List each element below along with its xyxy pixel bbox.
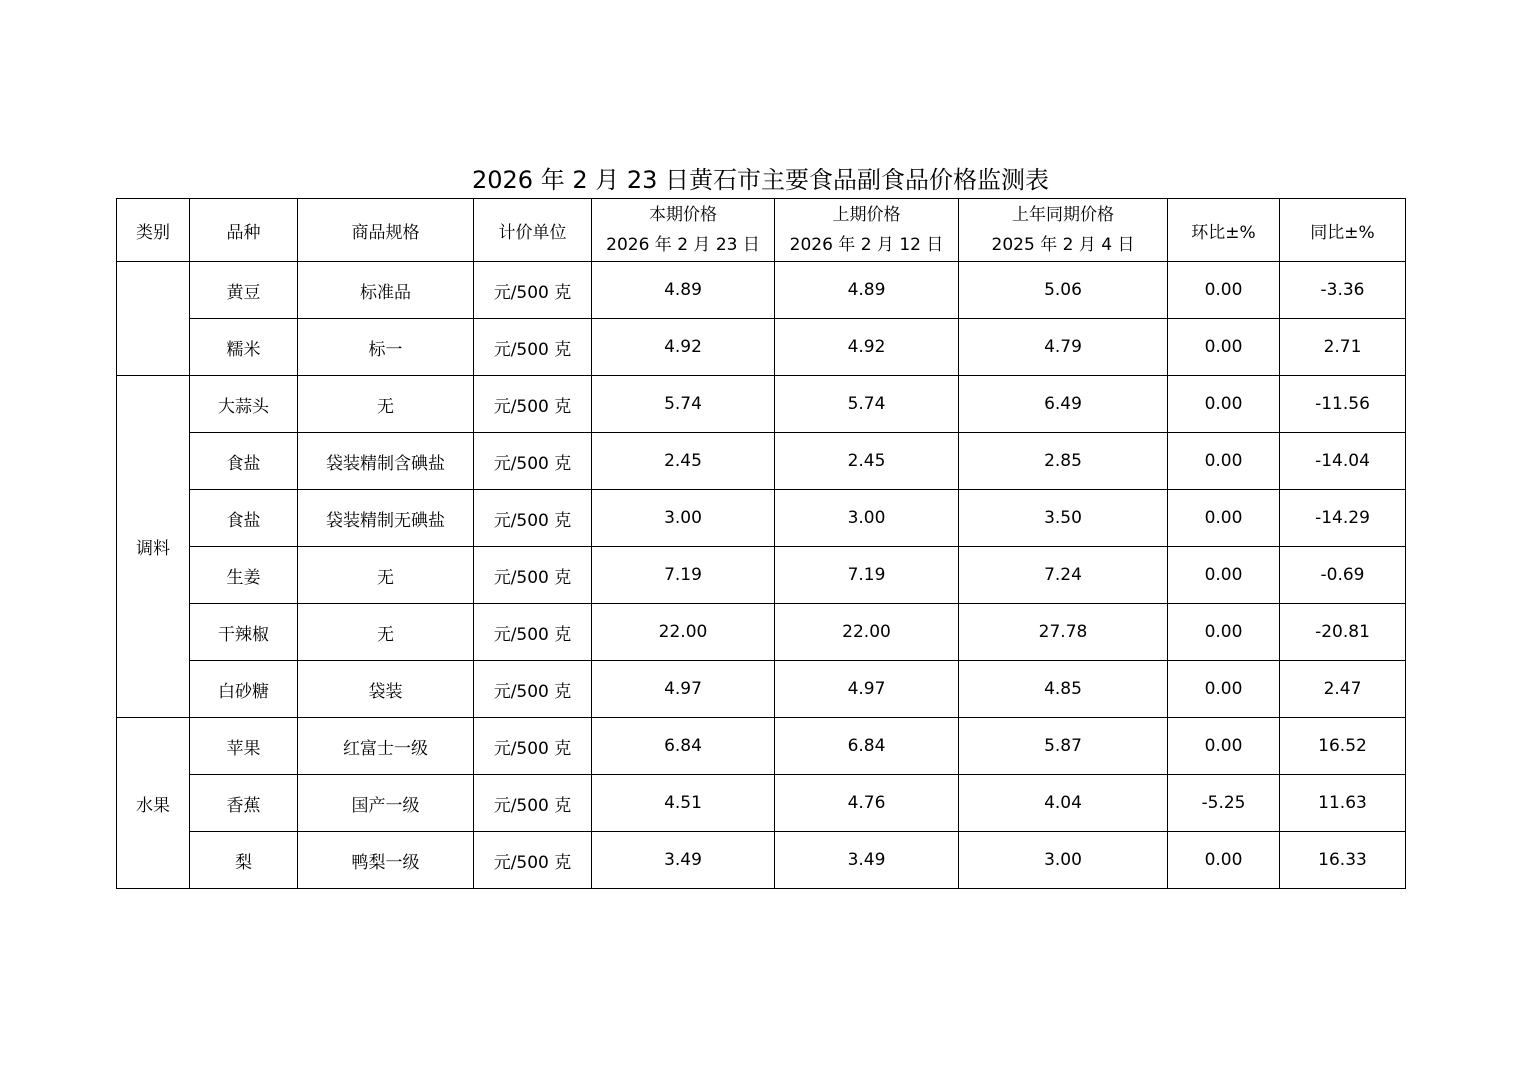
spec-cell: 袋装精制无碘盐 [298, 490, 474, 547]
table-row [117, 319, 1406, 376]
mom-cell: -5.25 [1168, 775, 1280, 832]
header-mom: 环比±% [1168, 199, 1280, 262]
yoy-cell: -20.81 [1280, 604, 1406, 661]
current-price-cell: 3.00 [592, 490, 775, 547]
previous-price-cell: 4.76 [775, 775, 959, 832]
last-year-price-cell: 3.50 [959, 490, 1168, 547]
yoy-cell: 16.52 [1280, 718, 1406, 775]
table-row [117, 262, 1406, 319]
spec-cell: 标一 [298, 319, 474, 376]
unit-cell: 元/500 克 [474, 661, 592, 718]
last-year-price-cell: 27.78 [959, 604, 1168, 661]
mom-cell: 0.00 [1168, 832, 1280, 889]
header-last-year-price-date: 2025 年 2 月 4 日 [991, 235, 1135, 255]
table-row [117, 604, 1406, 661]
previous-price-cell: 7.19 [775, 547, 959, 604]
previous-price-cell: 22.00 [775, 604, 959, 661]
variety-cell: 大蒜头 [190, 376, 298, 433]
spec-cell: 红富士一级 [298, 718, 474, 775]
header-spec: 商品规格 [298, 199, 474, 262]
table-row [117, 718, 1406, 775]
unit-cell: 元/500 克 [474, 376, 592, 433]
variety-cell: 糯米 [190, 319, 298, 376]
current-price-cell: 4.92 [592, 319, 775, 376]
unit-cell: 元/500 克 [474, 775, 592, 832]
header-category: 类别 [117, 199, 190, 262]
previous-price-cell: 3.00 [775, 490, 959, 547]
spec-cell: 无 [298, 604, 474, 661]
previous-price-cell: 3.49 [775, 832, 959, 889]
table-row [117, 661, 1406, 718]
current-price-cell: 7.19 [592, 547, 775, 604]
previous-price-cell: 6.84 [775, 718, 959, 775]
header-last-year-price [959, 199, 1168, 262]
last-year-price-cell: 6.49 [959, 376, 1168, 433]
current-price-cell: 4.51 [592, 775, 775, 832]
previous-price-cell: 4.97 [775, 661, 959, 718]
mom-cell: 0.00 [1168, 547, 1280, 604]
last-year-price-cell: 3.00 [959, 832, 1168, 889]
previous-price-cell: 5.74 [775, 376, 959, 433]
yoy-cell: 16.33 [1280, 832, 1406, 889]
table-row [117, 547, 1406, 604]
variety-cell: 食盐 [190, 433, 298, 490]
last-year-price-cell: 5.87 [959, 718, 1168, 775]
spec-cell: 袋装 [298, 661, 474, 718]
yoy-cell: -0.69 [1280, 547, 1406, 604]
variety-cell: 香蕉 [190, 775, 298, 832]
yoy-cell: -14.04 [1280, 433, 1406, 490]
table-row [117, 832, 1406, 889]
yoy-cell: -14.29 [1280, 490, 1406, 547]
header-last-year-price-label: 上年同期价格 [1012, 205, 1114, 225]
spec-cell: 无 [298, 376, 474, 433]
yoy-cell: 2.47 [1280, 661, 1406, 718]
last-year-price-cell: 2.85 [959, 433, 1168, 490]
spec-cell: 袋装精制含碘盐 [298, 433, 474, 490]
unit-cell: 元/500 克 [474, 832, 592, 889]
yoy-cell: -11.56 [1280, 376, 1406, 433]
spec-cell: 国产一级 [298, 775, 474, 832]
yoy-cell: -3.36 [1280, 262, 1406, 319]
unit-cell: 元/500 克 [474, 547, 592, 604]
variety-cell: 苹果 [190, 718, 298, 775]
yoy-cell: 11.63 [1280, 775, 1406, 832]
header-unit: 计价单位 [474, 199, 592, 262]
current-price-cell: 3.49 [592, 832, 775, 889]
last-year-price-cell: 7.24 [959, 547, 1168, 604]
unit-cell: 元/500 克 [474, 718, 592, 775]
header-current-price-label: 本期价格 [649, 205, 717, 225]
header-current-price [592, 199, 775, 262]
header-previous-price [775, 199, 959, 262]
table-row [117, 775, 1406, 832]
mom-cell: 0.00 [1168, 490, 1280, 547]
mom-cell: 0.00 [1168, 718, 1280, 775]
unit-cell: 元/500 克 [474, 604, 592, 661]
previous-price-cell: 4.89 [775, 262, 959, 319]
mom-cell: 0.00 [1168, 262, 1280, 319]
previous-price-cell: 4.92 [775, 319, 959, 376]
header-yoy: 同比±% [1280, 199, 1406, 262]
header-variety: 品种 [190, 199, 298, 262]
spec-cell: 标准品 [298, 262, 474, 319]
mom-cell: 0.00 [1168, 433, 1280, 490]
table-body [117, 262, 1406, 889]
current-price-cell: 22.00 [592, 604, 775, 661]
header-previous-price-date: 2026 年 2 月 12 日 [789, 235, 944, 255]
unit-cell: 元/500 克 [474, 490, 592, 547]
unit-cell: 元/500 克 [474, 262, 592, 319]
unit-cell: 元/500 克 [474, 319, 592, 376]
category-cell: 调料 [117, 376, 190, 718]
variety-cell: 梨 [190, 832, 298, 889]
current-price-cell: 2.45 [592, 433, 775, 490]
category-cell: 水果 [117, 718, 190, 889]
mom-cell: 0.00 [1168, 319, 1280, 376]
variety-cell: 白砂糖 [190, 661, 298, 718]
last-year-price-cell: 4.85 [959, 661, 1168, 718]
spec-cell: 鸭梨一级 [298, 832, 474, 889]
mom-cell: 0.00 [1168, 661, 1280, 718]
table-header-row [117, 199, 1406, 262]
mom-cell: 0.00 [1168, 376, 1280, 433]
variety-cell: 黄豆 [190, 262, 298, 319]
unit-cell: 元/500 克 [474, 433, 592, 490]
header-previous-price-label: 上期价格 [832, 205, 901, 225]
current-price-cell: 6.84 [592, 718, 775, 775]
category-cell [117, 262, 190, 376]
variety-cell: 干辣椒 [190, 604, 298, 661]
variety-cell: 生姜 [190, 547, 298, 604]
variety-cell: 食盐 [190, 490, 298, 547]
last-year-price-cell: 4.79 [959, 319, 1168, 376]
table-row [117, 490, 1406, 547]
price-monitoring-table [116, 198, 1406, 889]
current-price-cell: 4.89 [592, 262, 775, 319]
current-price-cell: 4.97 [592, 661, 775, 718]
current-price-cell: 5.74 [592, 376, 775, 433]
last-year-price-cell: 5.06 [959, 262, 1168, 319]
previous-price-cell: 2.45 [775, 433, 959, 490]
document-title: 2026 年 2 月 23 日黄石市主要食品副食品价格监测表 [471, 166, 1050, 194]
last-year-price-cell: 4.04 [959, 775, 1168, 832]
header-current-price-date: 2026 年 2 月 23 日 [606, 235, 760, 255]
table-row [117, 433, 1406, 490]
table-row [117, 376, 1406, 433]
spec-cell: 无 [298, 547, 474, 604]
mom-cell: 0.00 [1168, 604, 1280, 661]
yoy-cell: 2.71 [1280, 319, 1406, 376]
